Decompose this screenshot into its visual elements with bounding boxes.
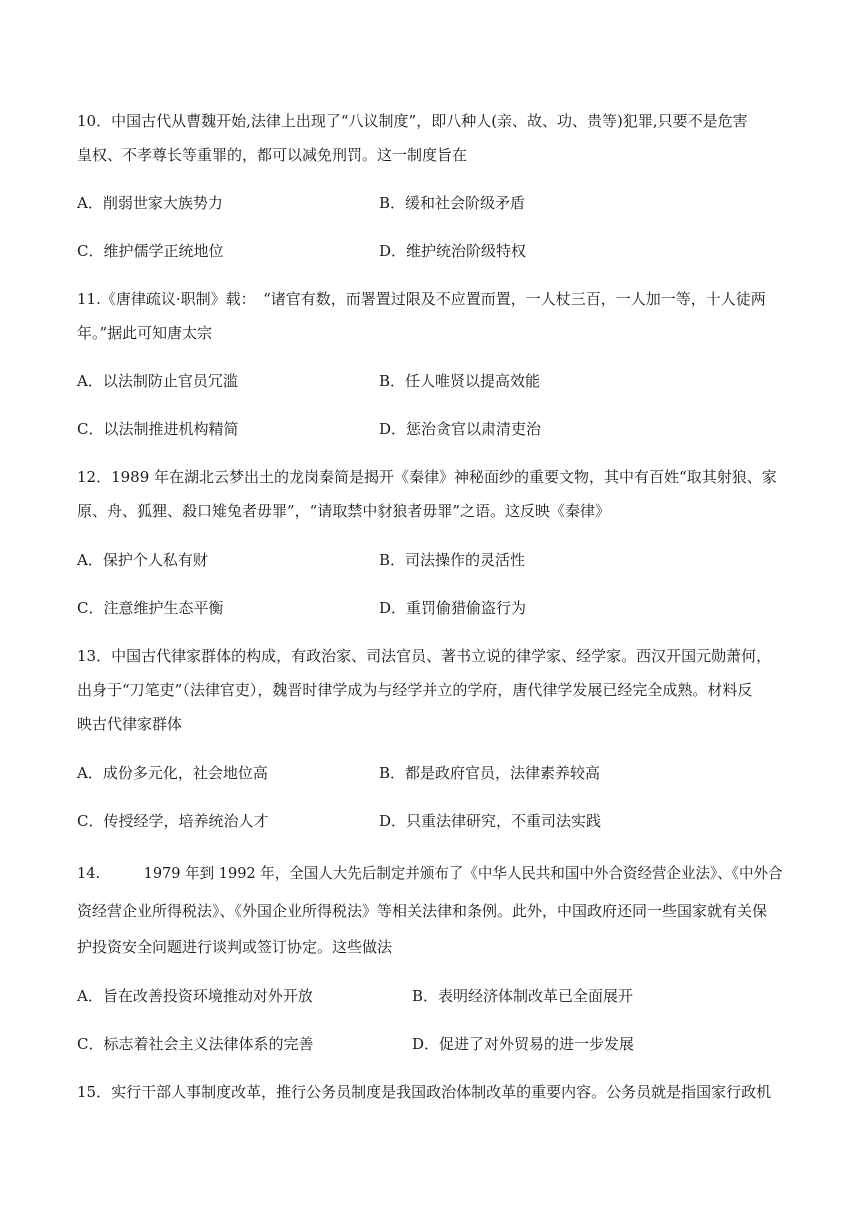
question-13-option-c[interactable]: C．传授经学，培养统治人才	[77, 812, 269, 830]
question-15-stem-line-1: 15．实行干部人事制度改革，推行公务员制度是我国政治体制改革的重要内容。公务员就是指国家行政机	[77, 1083, 772, 1101]
question-14-stem-line-3: 护投资安全问题进行谈判或签订协定。这些做法	[77, 938, 393, 956]
question-13-option-d[interactable]: D．只重法律研究，不重司法实践	[379, 812, 602, 830]
question-10-option-b[interactable]: B．缓和社会阶级矛盾	[379, 194, 526, 212]
question-12-option-b[interactable]: B．司法操作的灵活性	[379, 551, 526, 569]
question-14-option-d[interactable]: D．促进了对外贸易的进一步发展	[412, 1035, 635, 1053]
question-12-stem-line-2: 原、舟、狐狸、殺口雉兔者毋罪”，“请取禁中豺狼者毋罪”之语。这反映《秦律》	[77, 502, 611, 520]
question-11-option-a[interactable]: A．以法制防止官员冗滥	[77, 372, 238, 390]
question-14-option-a[interactable]: A．旨在改善投资环境推动对外开放	[77, 987, 313, 1005]
question-13-stem-line-3: 映古代律家群体	[77, 715, 183, 733]
question-10-stem-line-2: 皇权、不孝尊长等重罪的，都可以减免刑罚。这一制度旨在	[77, 146, 468, 164]
question-11-stem-line-1: 11.《唐律疏议·职制》载： “诸官有数，而署置过限及不应置而置，一人杖三百，一人加一等，十人徒两	[77, 290, 766, 308]
question-13-stem-line-1: 13．中国古代律家群体的构成，有政治家、司法官员、著书立说的律学家、经学家。西汉开国元勋萧何，	[77, 647, 772, 665]
question-12-option-d[interactable]: D．重罚偷猎偷盗行为	[379, 599, 527, 617]
question-14-stem-line-1: 14. 1979 年到 1992 年，全国人大先后制定并颁布了《中华人民共和国中外合资经营企业法》、《中外合	[77, 864, 783, 882]
question-11-option-c[interactable]: C．以法制推进机构精简	[77, 420, 239, 438]
question-12-option-c[interactable]: C．注意维护生态平衡	[77, 599, 224, 617]
question-14-option-c[interactable]: C．标志着社会主义法律体系的完善	[77, 1035, 314, 1053]
question-12-stem-line-1: 12．1989 年在湖北云梦出土的龙岗秦简是揭开《秦律》神秘面纱的重要文物，其中有百姓“取其射狼、家	[77, 468, 777, 486]
question-13-option-b[interactable]: B．都是政府官员，法律素养较高	[379, 764, 601, 782]
question-10-option-a[interactable]: A．削弱世家大族势力	[77, 194, 223, 212]
question-10-option-d[interactable]: D．维护统治阶级特权	[379, 242, 527, 260]
question-10-stem-line-1: 10．中国古代从曹魏开始,法律上出现了“八议制度”，即八种人(亲、故、功、贵等)犯罪,只要不是危害	[77, 112, 748, 130]
question-11-option-d[interactable]: D．惩治贪官以肃清吏治	[379, 420, 542, 438]
question-11-stem-line-2: 年。”据此可知唐太宗	[77, 324, 213, 342]
question-14-option-b[interactable]: B．表明经济体制改革已全面展开	[412, 987, 634, 1005]
question-13-option-a[interactable]: A．成份多元化，社会地位高	[77, 764, 268, 782]
question-14-stem-line-2: 资经营企业所得税法》、《外国企业所得税法》等相关法律和条例。此外，中国政府还同一些国家就有关保	[77, 902, 768, 920]
question-11-option-b[interactable]: B．任人唯贤以提高效能	[379, 372, 541, 390]
question-13-stem-line-2: 出身于“刀笔吏”（法律官吏），魏晋时律学成为与经学并立的学府，唐代律学发展已经完全成熟。材料反	[77, 681, 753, 699]
question-12-option-a[interactable]: A．保护个人私有财	[77, 551, 208, 569]
question-10-option-c[interactable]: C．维护儒学正统地位	[77, 242, 224, 260]
